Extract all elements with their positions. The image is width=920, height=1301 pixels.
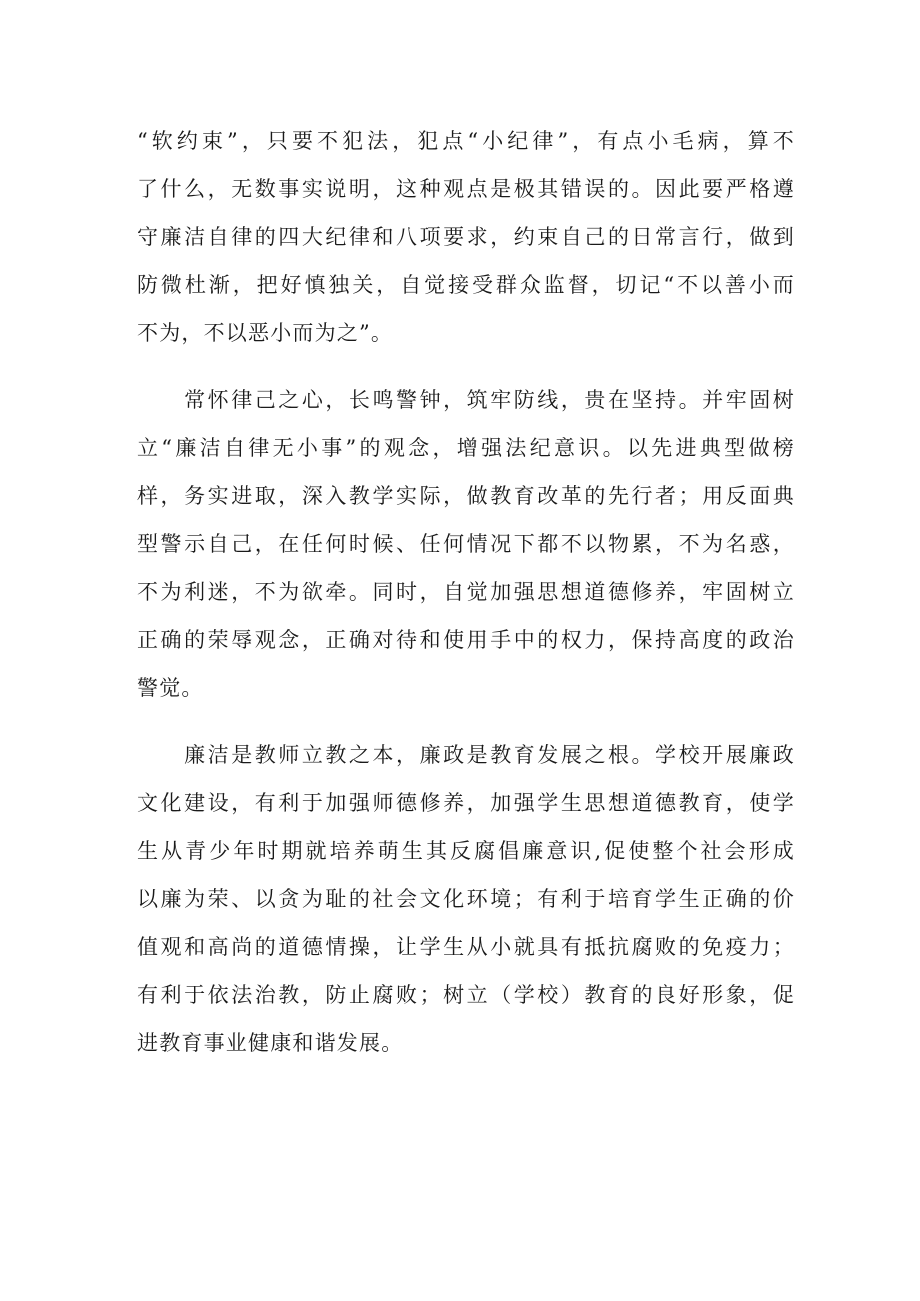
text-line: 了什么，无数事实说明，这种观点是极其错误的。因此要严格遵 bbox=[137, 177, 795, 201]
text-line: 文化建设，有利于加强师德修养，加强学生思想道德教育，使学 bbox=[137, 791, 795, 815]
text-line: 立“廉洁自律无小事”的观念，增强法纪意识。以先进典型做榜 bbox=[137, 436, 795, 460]
text-line: 进教育事业健康和谐发展。 bbox=[137, 1031, 404, 1055]
text-line: 廉洁是教师立教之本，廉政是教育发展之根。学校开展廉政 bbox=[137, 743, 795, 767]
text-line: “软约束”，只要不犯法，犯点“小纪律”，有点小毛病，算不 bbox=[137, 129, 795, 153]
paragraph-1 bbox=[137, 117, 795, 357]
text-line: 守廉洁自律的四大纪律和八项要求，约束自己的日常言行，做到 bbox=[137, 225, 795, 249]
text-line: 样，务实进取，深入教学实际，做教育改革的先行者；用反面典 bbox=[137, 484, 795, 508]
text-line: 以廉为荣、以贪为耻的社会文化环境；有利于培育学生正确的价 bbox=[137, 887, 795, 911]
paragraph-3 bbox=[137, 731, 795, 1067]
paragraph-2 bbox=[137, 376, 795, 712]
text-line: 生从青少年时期就培养萌生其反腐倡廉意识,促使整个社会形成 bbox=[137, 839, 795, 863]
text-line: 不为利迷，不为欲牵。同时，自觉加强思想道德修养，牢固树立 bbox=[137, 580, 795, 604]
text-line: 警觉。 bbox=[137, 676, 204, 700]
text-line: 正确的荣辱观念，正确对待和使用手中的权力，保持高度的政治 bbox=[137, 628, 795, 652]
text-line: 不为，不以恶小而为之”。 bbox=[137, 321, 394, 345]
text-line: 有利于依法治教，防止腐败；树立（学校）教育的良好形象，促 bbox=[137, 983, 795, 1007]
text-line: 值观和高尚的道德情操，让学生从小就具有抵抗腐败的免疫力； bbox=[137, 935, 795, 959]
text-line: 防微杜渐，把好慎独关，自觉接受群众监督，切记“不以善小而 bbox=[137, 273, 795, 297]
text-line: 常怀律己之心，长鸣警钟，筑牢防线，贵在坚持。并牢固树 bbox=[137, 388, 795, 412]
document-body bbox=[137, 117, 795, 1067]
text-line: 型警示自己，在任何时候、任何情况下都不以物累，不为名惑， bbox=[137, 532, 795, 556]
